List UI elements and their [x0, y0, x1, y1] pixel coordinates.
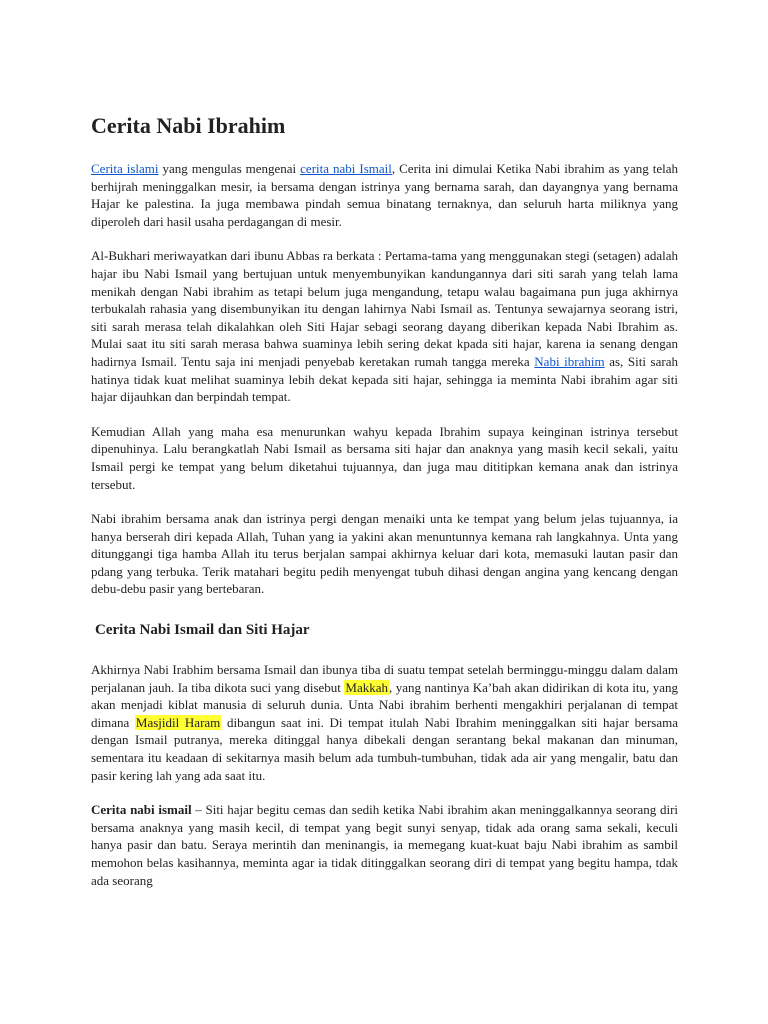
bold-lead-text: Cerita nabi ismail — [91, 802, 192, 818]
paragraph-makkah — [91, 661, 678, 784]
paragraph-text: Akhirnya Nabi Irabhim bersama Ismail dan ibunya tiba di suatu tempat setelah berminggu-minggu dalam dalam perjalanan jauh. Ia tiba dikota suci yang disebut — [91, 662, 678, 695]
paragraph-cerita-nabi-ismail — [91, 801, 678, 889]
paragraph-text: dibangun saat ini. Di tempat itulah Nabi Ibrahim meninggalkan siti hajar bersama dengan Ismail putranya, mereka ditinggal hanya dibekali dengan serantang bekal makanan dan minuman, sementara itu keadaan di sekitarnya masih belum ada tumbuh-tumbuhan, tidak ada air yang mengalir, batu dan pasir kering lah yang ada saat itu. — [91, 714, 678, 783]
paragraph-intro — [91, 160, 678, 230]
document-page — [91, 112, 678, 906]
highlight-makkah: Makkah — [345, 679, 388, 695]
link-cerita-nabi-ismail[interactable]: cerita nabi Ismail — [300, 161, 392, 176]
page-title: Cerita Nabi Ibrahim — [91, 113, 286, 138]
paragraph-text: as, Siti sarah hatinya tidak kuat melihat suaminya lebih dekat kepada siti hajar, sehingga ia meminta Nabi ibrahim agar siti hajar dijauhkan dan berpindah tempat. — [91, 353, 678, 405]
section-subtitle: Cerita Nabi Ismail dan Siti Hajar — [95, 622, 310, 639]
link-cerita-islami[interactable]: Cerita islami — [91, 161, 159, 176]
highlight-masjidil-haram: Masjidil Haram — [135, 714, 221, 730]
paragraph-text: yang mengulas mengenai — [158, 161, 301, 176]
paragraph-perjalanan: Nabi ibrahim bersama anak dan istrinya pergi dengan menaiki unta ke tempat yang belum jelas tujuannya, ia hanya berserah diri kepada Allah, Tuhan yang ia yakini akan menuntunnya kemana rah langkahnya. Unta yang ditunggangi tiga hamba Allah itu terus berjalan sampai akhirnya keluar dari kota, memasuki lautan pasir dan pdang yang terbuka. Terik matahari begitu pedih menyengat tubuh dihasi dengan angina yang kencang dengan debu-debu pasir yang bertebaran. — [91, 511, 678, 597]
paragraph-text: , yang nantinya Ka’bah akan didirikan di kota itu, yang akan menjadi kiblat manusia di seluruh dunia. Unta Nabi ibrahim berhenti mengakhiri perjalanan di tempat dimana — [91, 679, 678, 730]
link-nabi-ibrahim[interactable]: Nabi ibrahim — [534, 353, 605, 369]
paragraph-text: – Siti hajar begitu cemas dan sedih ketika Nabi ibrahim akan meninggalkannya seorang diri bersama anaknya yang masih kecil, di tempat yang begit sunyi senyap, tidak ada orang sama sekali, keculi hanya pasir dan batu. Seraya merintih dan meninangis, ia memegang kuat-kuat baju Nabi ibrahim as sambil memohon belas kasihannya, meminta agar ia tidak ditinggalkan seorang diri di tempat yang begitu hampa, tdak ada seorang — [91, 802, 679, 888]
paragraph-al-bukhari — [91, 247, 678, 405]
paragraph-wahyu: Kemudian Allah yang maha esa menurunkan wahyu kepada Ibrahim supaya keinginan istrinya tersebut dipenuhinya. Lalu berangkatlah Nabi Ismail as bersama siti hajar dan anaknya yang masih kecil sekali, yaitu Ismail pergi ke tempat yang belum diketahui tujuannya, dan juga mau dititipkan kemana anak dan istrinya tersebut. — [91, 423, 678, 492]
paragraph-text: , Cerita ini dimulai Ketika Nabi ibrahim as yang telah berhijrah meninggalkan mesir, ia bersama dengan istrinya yang bernama sarah, dan dayangnya yang bernama Hajar ke palestina. Ia juga membawa pindah semua binatang ternaknya, dan seluruh harta miliknya yang diperoleh dari hasil usaha perdagangan di mesir. — [91, 161, 678, 229]
paragraph-text: Al-Bukhari meriwayatkan dari ibunu Abbas ra berkata : Pertama-tama yang menggunakan stegi (setagen) adalah hajar ibu Nabi Ismail yang bertujuan untuk menyembunyikan kandungannya dari siti sarah yang telah lama menikah dengan Nabi ibrahim as tetapi belum juga mengandung, tetapu walau bagaimana pun juga akhirnya terbukalah rahasia yang disembunyikan itu dengan lahirnya Nabi Ismail as. Tentunya sewajarnya seorang istri, siti sarah merasa telah dikalahkan oleh Siti Hajar sebagi seorang dayang diberikan kepada Nabi Ibrahim as. Mulai saat itu siti sarah merasa bahwa suaminya lebih sering dekat kpada siti hajar, karena ia senang dengan hadirnya Ismail. Tentu saja ini menjadi penyebab keretakan rumah tangga mereka — [91, 248, 678, 369]
